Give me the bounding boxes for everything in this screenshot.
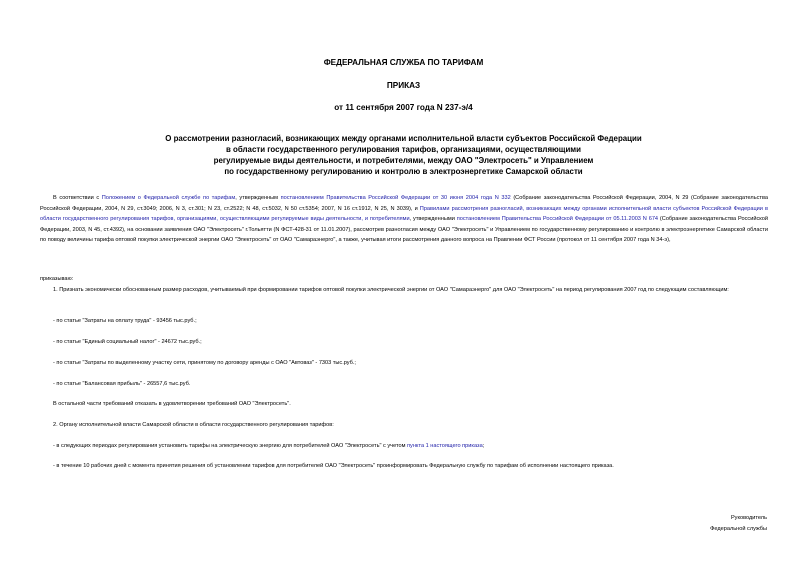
preamble-text: , утвержденным	[235, 195, 281, 201]
link-dispute-rules[interactable]: Правилами рассмотрения разногласий, возникающих между органами исполнительной власти субъектов Российской Федерации в области государственного регулирования тарифов, организациями, осуществляющими регулируемые виды деятельности, и потребителями	[40, 205, 768, 223]
agency-name: ФЕДЕРАЛЬНАЯ СЛУЖБА ПО ТАРИФАМ	[323, 58, 484, 67]
paragraph-text: - в следующих периодах регулирования установить тарифы на электрическую энергию для потребителей ОАО "Электросеть" с учетом	[53, 443, 408, 449]
paragraph-rest: В остальной части требований отказать в удовлетворении требований ОАО "Электросеть".	[53, 401, 291, 407]
title-line: регулируемые виды деятельности, и потребителями, между ОАО "Электросеть" и Управлением	[213, 156, 594, 165]
signature-line: Руководитель	[730, 515, 767, 521]
link-paragraph-1[interactable]: пункта 1 настоящего приказа	[407, 443, 483, 449]
paragraph-1: 1. Признать экономически обоснованным размер расходов, учитываемый при формировании тарифов оптовой покупки электрической энергии от ОАО "Самараэнерго" для ОАО "Электросеть" на период регулирования 2007 год по следующим составляющим:	[53, 287, 729, 293]
title-line: в области государственного регулирования тарифов, организациями, осуществляющими	[226, 145, 581, 154]
list-item: - по статье "Затраты по выделенному участку сети, принятому по договору аренды с ОАО "Автоваз" - 7303 тыс.руб.;	[53, 360, 356, 366]
link-government-decree-332[interactable]: постановлением Правительства Российской Федерации от 30 июня 2004 года N 332	[280, 195, 511, 201]
preamble-text: В соответствии с	[53, 195, 102, 201]
list-item: - по статье "Балансовая прибыль" - 26557,6 тыс.руб.	[53, 381, 191, 387]
preamble-text: (Собрание законодательства Российской Федерации, 2003, N 45, ст.4392), на основании заявления ОАО "Электросеть" г.Тольятти (N ФСТ-428-31 от 11.01.2007), рассмотрев разногласия между ОАО "Электросеть" и Управлением по государственному регулированию и контролю в электроэнергетике Самарской области по поводу величины тарифа оптовой покупки электрической энергии ОАО "Электросеть" от ОАО "Самараэнерго", а также, учитывая итоги рассмотрения данного вопроса на Правлении ФСТ России (протокол от 11 сентября 2007 года N 34-э),	[40, 216, 769, 244]
list-item: - по статье "Затраты на оплату труда" - 93456 тыс.руб.;	[53, 318, 197, 324]
link-government-decree-674[interactable]: постановлением Правительства Российской Федерации от 05.11.2003 N 674	[456, 216, 659, 223]
list-item: - по статье "Единый социальный налог" - 24672 тыс.руб.;	[53, 339, 202, 345]
document-type: ПРИКАЗ	[386, 81, 421, 90]
document-date: от 11 сентября 2007 года N 237-э/4	[334, 103, 473, 112]
title-line: О рассмотрении разногласий, возникающих между органами исполнительной власти субъектов Российской Федерации	[165, 134, 642, 143]
paragraph-2: 2. Органу исполнительной власти Самарской области в области государственного регулирования тарифов:	[53, 422, 334, 428]
signature-block	[567, 513, 767, 534]
title-line: по государственному регулированию и контролю в электроэнергетике Самарской области	[224, 167, 583, 176]
paragraph-2a	[53, 441, 484, 451]
preamble-paragraph	[40, 193, 768, 246]
paragraph-2b: - в течение 10 рабочих дней с момента принятия решения об установлении тарифов для потребителей ОАО "Электросеть" проинформировать Федеральную службу по тарифам об исполнении настоящего приказа.	[53, 463, 614, 469]
paragraph-text: ;	[482, 443, 485, 449]
link-fst-regulation[interactable]: Положением о Федеральной службе по тарифам	[101, 195, 236, 201]
preamble-text: (Собрание законодательства Российской Федерации, 2004, N 29 (Собрание законодательства Российской Федерации, 2004, N 29, ст.3049; 2006, N 3, ст.301; N 23, ст.2522; N 48, ст.5032, N 50 ст.5354; 2007, N 16 ст.1912, N 25, N 3039), и	[40, 195, 768, 212]
preamble-text: , утвержденными	[409, 216, 457, 223]
orders-label: приказываю:	[40, 276, 74, 282]
document-title	[0, 133, 807, 177]
signature-line: Федеральной службы	[710, 525, 767, 532]
